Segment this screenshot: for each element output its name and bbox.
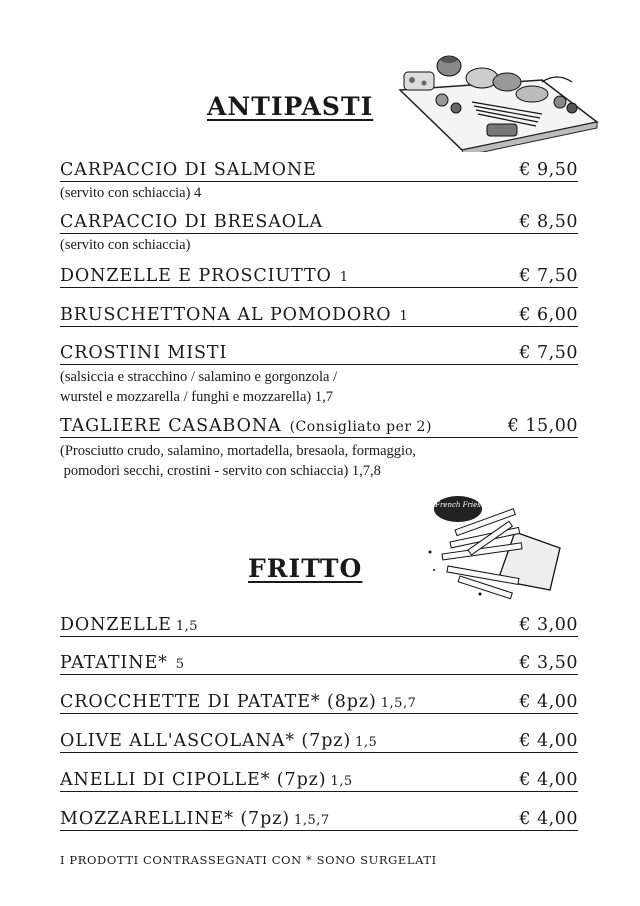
item-price: € 15,00 (502, 416, 578, 438)
menu-item (60, 160, 578, 182)
menu-item (60, 212, 578, 234)
item-name: DONZELLE E PROSCIUTTO (60, 266, 332, 286)
item-name: BRUSCHETTONA AL POMODORO (60, 305, 392, 325)
item-name: OLIVE ALL'ASCOLANA* (7pz) (60, 731, 352, 751)
menu-item (60, 809, 578, 831)
item-allergens: 1,5 (175, 619, 199, 634)
item-price: € 9,50 (513, 160, 578, 182)
item-description: (servito con schiaccia) 4 (60, 185, 202, 201)
item-price: € 4,00 (513, 731, 578, 753)
item-price: € 4,00 (513, 809, 578, 831)
item-allergens: 1,5,7 (294, 813, 330, 828)
item-name: PATATINE* (60, 653, 168, 673)
item-note: (Consigliato per 2) (289, 419, 432, 435)
antipasti-board-illustration (392, 52, 602, 152)
menu-item (60, 343, 578, 365)
item-name: DONZELLE (60, 615, 172, 635)
item-name: CROCCHETTE DI PATATE* (8pz) (60, 692, 377, 712)
item-name: ANELLI DI CIPOLLE* (7pz) (60, 770, 327, 790)
item-price: € 4,00 (513, 692, 578, 714)
menu-item (60, 416, 578, 438)
item-name: CARPACCIO DI BRESAOLA (60, 212, 324, 232)
item-description-line: wurstel e mozzarella / funghi e mozzarella) 1,7 (60, 389, 333, 405)
menu-item (60, 731, 578, 753)
section-title-antipasti: ANTIPASTI (207, 92, 374, 121)
french-fries-illustration (420, 490, 570, 602)
item-price: € 3,50 (513, 653, 578, 675)
item-name: MOZZARELLINE* (7pz) (60, 809, 291, 829)
item-description-line: (salsiccia e stracchino / salamino e gorgonzola / (60, 369, 338, 385)
item-allergens: 5 (175, 657, 185, 672)
item-name: TAGLIERE CASABONA (60, 416, 282, 436)
menu-item (60, 692, 578, 714)
item-price: € 7,50 (513, 343, 578, 365)
item-allergens: 1 (399, 309, 409, 324)
menu-item (60, 266, 578, 288)
item-allergens: 1,5,7 (380, 696, 417, 711)
menu-item (60, 305, 578, 327)
section-title-fritto: FRITTO (248, 554, 363, 583)
fries-box-text: French Fries (435, 501, 481, 509)
item-price: € 7,50 (513, 266, 578, 288)
menu-item (60, 653, 578, 675)
item-allergens: 1,5 (355, 735, 378, 750)
item-price: € 4,00 (513, 770, 578, 792)
item-allergens: 1 (339, 270, 349, 285)
menu-item (60, 770, 578, 792)
item-price: € 8,50 (513, 212, 578, 234)
item-name: CARPACCIO DI SALMONE (60, 160, 317, 180)
item-name: CROSTINI MISTI (60, 343, 228, 363)
frozen-products-footnote: I PRODOTTI CONTRASSEGNATI CON * SONO SURGELATI (60, 853, 437, 867)
item-description: (servito con schiaccia) (60, 237, 191, 253)
item-price: € 6,00 (513, 305, 578, 327)
item-description-line: (Prosciutto crudo, salamino, mortadella, bresaola, formaggio, (60, 443, 416, 459)
item-price: € 3,00 (513, 615, 578, 637)
item-allergens: 1,5 (330, 774, 353, 789)
item-description-line: pomodori secchi, crostini - servito con schiaccia) 1,7,8 (60, 463, 381, 479)
menu-item (60, 615, 578, 637)
